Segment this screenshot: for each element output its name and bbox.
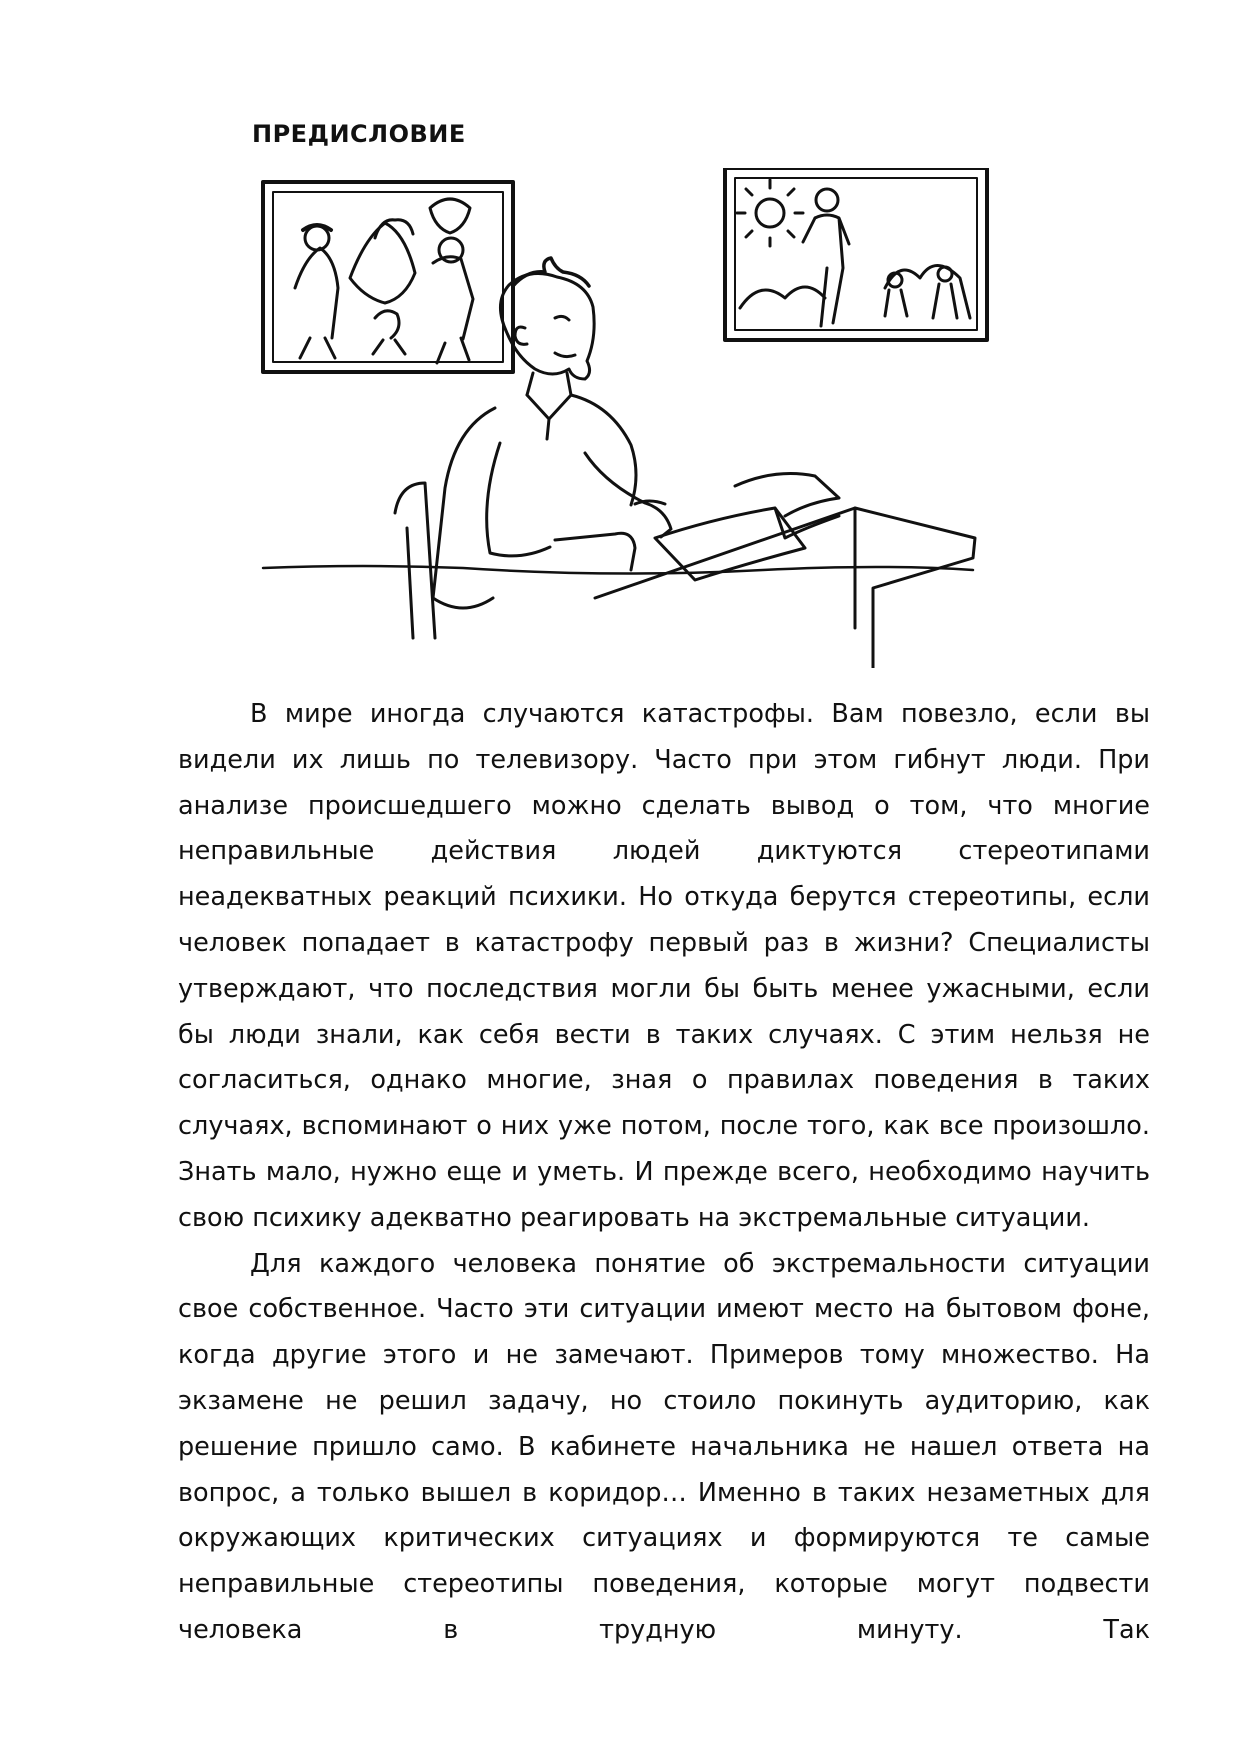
left-wall-picture-icon	[263, 182, 513, 372]
page-title: ПРЕДИСЛОВИЕ	[252, 120, 466, 148]
floor-line-icon	[263, 566, 973, 574]
chair-icon	[395, 483, 435, 638]
paragraph-2: Для каждого человека понятие об экстремальности ситуации свое собственное. Часто эти ситуации имеют место на бытовом фоне, когда другие этого и не замечают. Примеров тому множество. На экзамене не решил задачу, но стоило покинуть аудиторию, как решение пришло само. В кабинете начальника не нашел ответа на вопрос, а только вышел в коридор… Именно в таких незаметных для окружающих критических ситуациях и формируются те самые неправильные стереотипы поведения, которые могут подвести человека в трудную минуту. Так	[178, 1248, 1150, 1645]
student-reading-icon	[255, 168, 995, 668]
desk-and-book-icon	[595, 474, 975, 668]
right-wall-picture-icon	[725, 168, 987, 340]
paragraph-1: В мире иногда случаются катастрофы. Вам повезло, если вы видели их лишь по телевизору. Часто при этом гибнут люди. При анализе происшедшего можно сделать вывод о том, что многие неправильные действия людей диктуются стереотипами неадекватных реакций психики. Но откуда берутся стереотипы, если человек попадает в катастрофу первый раз в жизни? Специалисты утверждают, что последствия могли бы быть менее ужасными, если бы люди знали, как себя вести в таких случаях. С этим нельзя не согласиться, однако многие, зная о правилах поведения в таких случаях, вспоминают о них уже потом, после того, как все произошло. Знать мало, нужно еще и уметь. И прежде всего, необходимо научить свою психику адекватно реагировать на экстремальные ситуации.	[178, 699, 1150, 1233]
preface-body	[178, 692, 1150, 1654]
